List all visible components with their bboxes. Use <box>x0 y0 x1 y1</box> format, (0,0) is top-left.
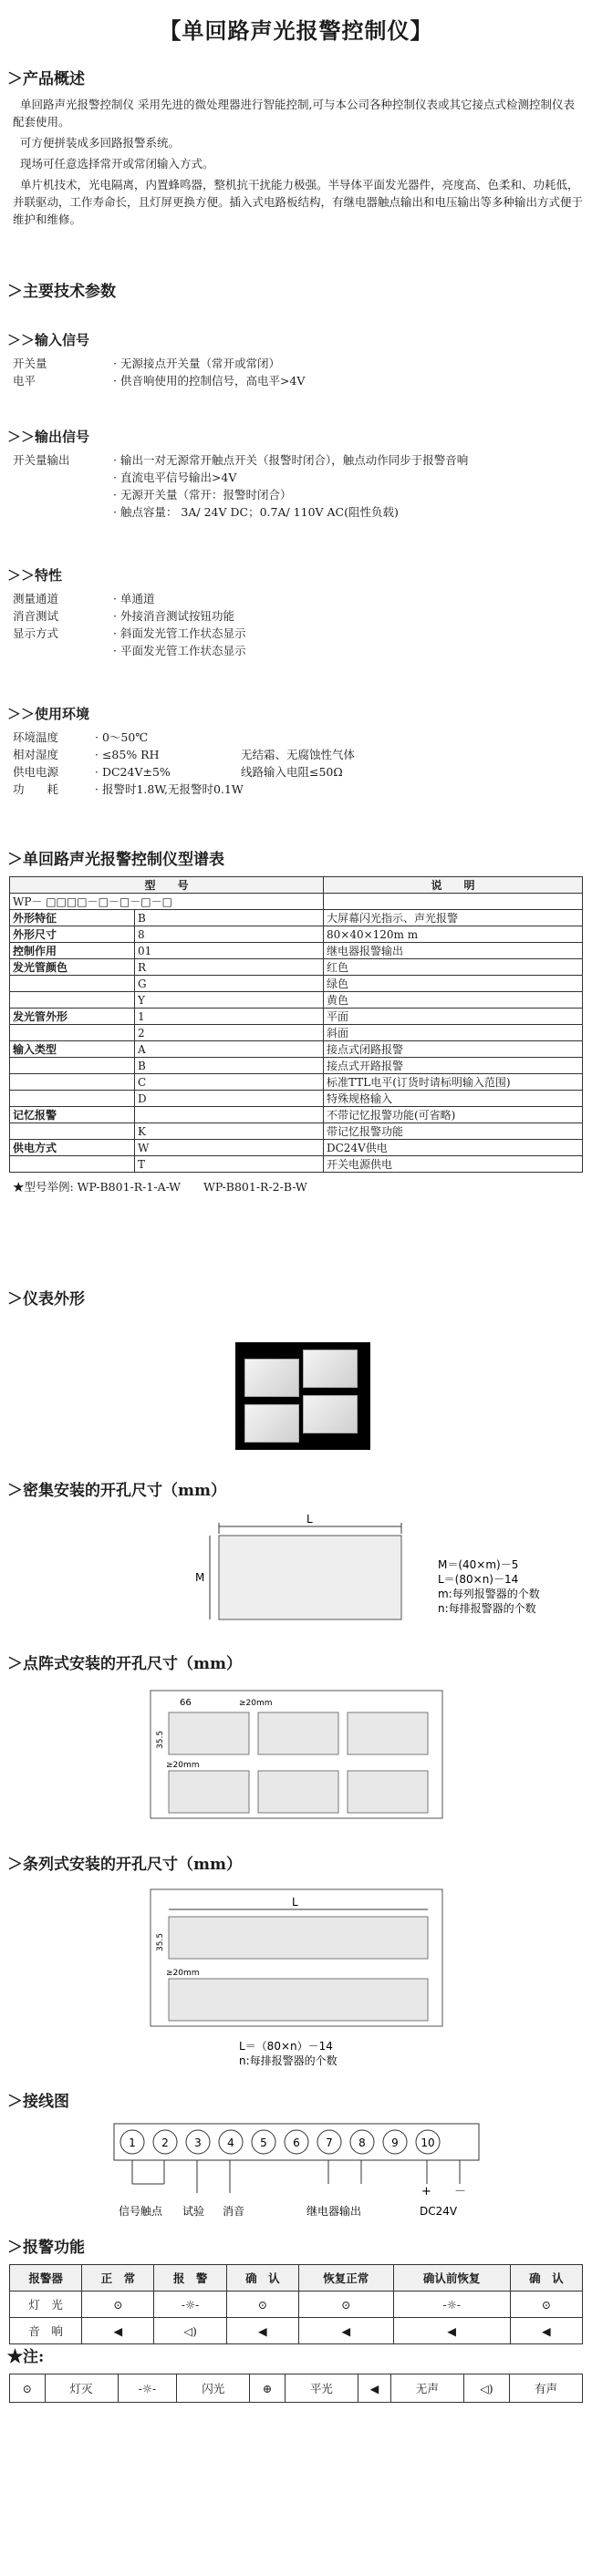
output-row-3: · 无源开关量（常开：报警时闭合） <box>113 488 292 502</box>
silent-icon: ◀ <box>226 2318 298 2344</box>
model-row: 2 斜面 <box>10 1025 583 1041</box>
model-row: T 开关电源供电 <box>10 1156 583 1173</box>
output-row-4: · 触点容量： 3A/ 24V DC；0.7A/ 110V AC(阻性负载) <box>113 505 399 519</box>
strip-formula-desc: n:每排报警器的个数 <box>239 2054 338 2067</box>
overview-text-1: 单回路声光报警控制仪 采用先进的微处理器进行智能控制,可与本公司各种控制仪表或其它接点式检测控制仪表配套使用。 <box>13 98 575 129</box>
label-mute: 消音 <box>223 2205 245 2218</box>
model-row: G 绿色 <box>10 976 583 992</box>
strip-heading: ＞条列式安装的开孔尺寸（mm） <box>7 1856 242 1874</box>
alarm-header: 报警器 <box>10 2265 82 2292</box>
output-row-2: · 直流电平信号输出>4V <box>113 471 237 484</box>
feature-row-3: 显示方式 · 斜面发光管工作状态显示 <box>13 626 246 640</box>
panel-cutout-drawing <box>0 1514 592 1623</box>
dot-cutout-drawing <box>0 1685 592 1822</box>
model-row: 控制作用 01 继电器报警输出 <box>10 943 583 959</box>
dot-heading: ＞点阵式安装的开孔尺寸（mm） <box>7 1655 242 1673</box>
panel-heading: ＞密集安装的开孔尺寸（mm） <box>7 1482 226 1500</box>
overview-text-4: 单片机技术，光电隔离，内置蜂鸣器，整机抗干扰能力极强。半导体平面发光器件，亮度高、色柔和、功耗低，并联驱动，工作寿命长，且灯屏更换方便。插入式电路板结构，有继电器触点输出和电压输出等多种输出方式便于维护和维修。 <box>13 178 584 226</box>
lamp-off-icon: ⊙ <box>298 2292 393 2318</box>
specs-heading: ＞主要技术参数 <box>7 283 116 301</box>
overview-heading: ＞产品概述 <box>7 70 85 88</box>
env-row-4: 功 耗 · 报警时1.8W,无报警时0.1W <box>13 782 244 796</box>
terminal-number: 1 <box>129 2136 136 2149</box>
lamp-off-icon: ⊙ <box>82 2292 154 2318</box>
instrument-unit <box>244 1404 299 1443</box>
dot-section <box>0 1650 592 1681</box>
wiring-heading: ＞接线图 <box>7 2093 69 2111</box>
model-heading: ＞单回路声光报警控制仪型谱表 <box>7 851 224 869</box>
lamp-flash-icon: -☼- <box>393 2292 510 2318</box>
input-row-level: 电平 · 供音响使用的控制信号，高电平>4V <box>13 374 306 388</box>
output-row-1: 开关量输出 · 输出一对无源常开触点开关（报警时闭合），触点动作同步于报警音响 <box>13 453 469 467</box>
alarm-header: 正 常 <box>82 2265 154 2292</box>
plus-sign: + <box>421 2185 431 2198</box>
env-row-1: 环境温度 · 0～50℃ <box>13 730 149 744</box>
model-row: Y 黄色 <box>10 992 583 1009</box>
alarm-section <box>0 2234 592 2344</box>
lamp-flash-icon: -☼- <box>154 2292 226 2318</box>
terminal-number: 10 <box>421 2136 435 2149</box>
overview-text-3: 现场可任意选择常开或常闭输入方式。 <box>20 157 214 171</box>
sound-icon: ◁) <box>154 2318 226 2344</box>
model-row: C 标准TTL电平(订货时请标明输入范围) <box>10 1074 583 1091</box>
strip-dim-gap: ≥20mm <box>166 1969 200 1978</box>
formula-n-desc: n:每排报警器的个数 <box>438 1602 536 1615</box>
env-section <box>0 704 592 798</box>
terminal-number: 6 <box>293 2136 300 2149</box>
instrument-unit <box>303 1395 358 1433</box>
lamp-off-icon: ⊙ <box>10 2374 46 2403</box>
alarm-header: 报 警 <box>154 2265 226 2292</box>
model-section <box>0 846 592 1199</box>
model-row: 供电方式 W DC24V供电 <box>10 1140 583 1156</box>
feature-row-2: 消音测试 · 外接消音测试按钮功能 <box>13 609 234 623</box>
dim-66: 66 <box>180 1698 192 1708</box>
minus-sign: － <box>454 2185 467 2198</box>
page-title: 【单回路声光报警控制仪】 <box>159 17 433 44</box>
input-heading: ＞＞输入信号 <box>7 332 90 348</box>
dim-35: 35.5 <box>156 1730 165 1749</box>
strip-section <box>0 1851 592 1881</box>
desc-col-header: 说 明 <box>324 877 583 894</box>
terminal-number: 5 <box>260 2136 267 2149</box>
silent-icon: ◀ <box>298 2318 393 2344</box>
output-heading: ＞＞输出信号 <box>7 429 90 445</box>
lamp-steady-icon: ⊕ <box>250 2374 286 2403</box>
model-row: D 特殊规格输入 <box>10 1091 583 1107</box>
dim-gap-h: ≥20mm <box>239 1699 273 1708</box>
env-row-2: 相对湿度 · ≤85% RH 无结霜、无腐蚀性气体 <box>13 748 356 761</box>
dim-m: M <box>195 1571 205 1584</box>
lamp-off-icon: ⊙ <box>510 2292 582 2318</box>
features-section <box>0 565 592 659</box>
silent-icon: ◀ <box>82 2318 154 2344</box>
label-dc24v: DC24V <box>420 2205 458 2218</box>
lamp-flash-icon: -☼- <box>118 2374 177 2403</box>
legend-table: ⊙ 灯灭 -☼- 闪光 ⊕ 平光 ◀ 无声 ◁) 有声 <box>9 2374 583 2403</box>
model-col-header: 型 号 <box>10 877 324 894</box>
note-heading: ★注: <box>7 2348 45 2366</box>
env-row-3: 供电电源 · DC24V±5% 线路输入电阻≤50Ω <box>13 765 343 779</box>
terminal-number: 8 <box>358 2136 366 2149</box>
formula-l: L＝(80×n)－14 <box>438 1573 519 1586</box>
silent-icon: ◀ <box>358 2374 390 2403</box>
feature-row-4: · 平面发光管工作状态显示 <box>113 644 246 657</box>
note-section <box>0 2343 592 2403</box>
model-row: K 带记忆报警功能 <box>10 1123 583 1140</box>
terminal-number: 7 <box>326 2136 333 2149</box>
alarm-header: 恢复正常 <box>298 2265 393 2292</box>
formula-m: M＝(40×m)－5 <box>438 1558 519 1571</box>
instrument-unit <box>303 1350 358 1388</box>
terminal-number: 2 <box>161 2136 169 2149</box>
strip-formula: L＝（80×n）－14 <box>239 2040 333 2053</box>
appearance-heading: ＞仪表外形 <box>7 1290 85 1309</box>
strip-dim-35: 35.5 <box>156 1932 165 1951</box>
alarm-heading: ＞报警功能 <box>7 2239 85 2257</box>
strip-cutout-drawing <box>0 1886 592 2068</box>
terminal-number: 4 <box>227 2136 234 2149</box>
model-example: ★型号举例: WP-B801-R-1-A-W WP-B801-R-2-B-W <box>13 1180 307 1194</box>
model-row: 发光管颜色 R 红色 <box>10 959 583 976</box>
dim-l: L <box>306 1514 313 1526</box>
label-test: 试验 <box>182 2205 205 2218</box>
wiring-diagram <box>0 2120 592 2220</box>
silent-icon: ◀ <box>393 2318 510 2344</box>
model-row: 发光管外形 1 平面 <box>10 1009 583 1025</box>
terminal-number: 3 <box>194 2136 202 2149</box>
model-row: 输入类型 A 接点式闭路报警 <box>10 1041 583 1058</box>
alarm-row-sound: 音 响 ◀ ◁) ◀ ◀ ◀ ◀ <box>10 2318 583 2344</box>
lamp-off-icon: ⊙ <box>226 2292 298 2318</box>
instrument-unit <box>244 1359 299 1397</box>
alarm-header: 确认前恢复 <box>393 2265 510 2292</box>
alarm-header: 确 认 <box>510 2265 582 2292</box>
label-relay: 继电器输出 <box>306 2205 362 2218</box>
overview-text-2: 可方便拼装成多回路报警系统。 <box>20 136 181 150</box>
strip-dim-l: L <box>292 1896 298 1909</box>
model-row: B 接点式开路报警 <box>10 1058 583 1074</box>
feature-row-1: 测量通道 · 单通道 <box>13 592 155 605</box>
terminal-number: 9 <box>391 2136 399 2149</box>
input-section <box>0 330 592 389</box>
appearance-section <box>0 1286 592 1316</box>
silent-icon: ◀ <box>510 2318 582 2344</box>
formula-m-desc: m:每列报警器的个数 <box>438 1588 540 1600</box>
label-signal: 信号触点 <box>119 2205 163 2218</box>
output-section <box>0 427 592 521</box>
panel-section <box>0 1477 592 1507</box>
model-row: 外形特征 B 大屏幕闪光指示、声光报警 <box>10 910 583 926</box>
alarm-header: 确 认 <box>226 2265 298 2292</box>
wiring-section <box>0 2088 592 2118</box>
model-code: WP－ □□□□－□－□－□－□ <box>10 894 324 910</box>
overview-section <box>0 66 592 232</box>
env-heading: ＞＞使用环境 <box>7 706 90 722</box>
model-row: 记忆报警 不带记忆报警功能(可省略) <box>10 1107 583 1123</box>
dim-gap-v: ≥20mm <box>166 1761 200 1770</box>
alarm-row-light: 灯 光 ⊙ -☼- ⊙ ⊙ -☼- ⊙ <box>10 2292 583 2318</box>
model-row: 外形尺寸 8 80×40×120m m <box>10 926 583 943</box>
sound-icon: ◁) <box>463 2374 509 2403</box>
alarm-table <box>9 2264 583 2344</box>
input-row-switch: 开关量 · 无源接点开关量（常开或常闭） <box>13 357 280 370</box>
model-table <box>9 876 583 1173</box>
instrument-photo <box>235 1342 370 1450</box>
features-heading: ＞＞特性 <box>7 567 63 584</box>
specs-section <box>0 278 592 308</box>
